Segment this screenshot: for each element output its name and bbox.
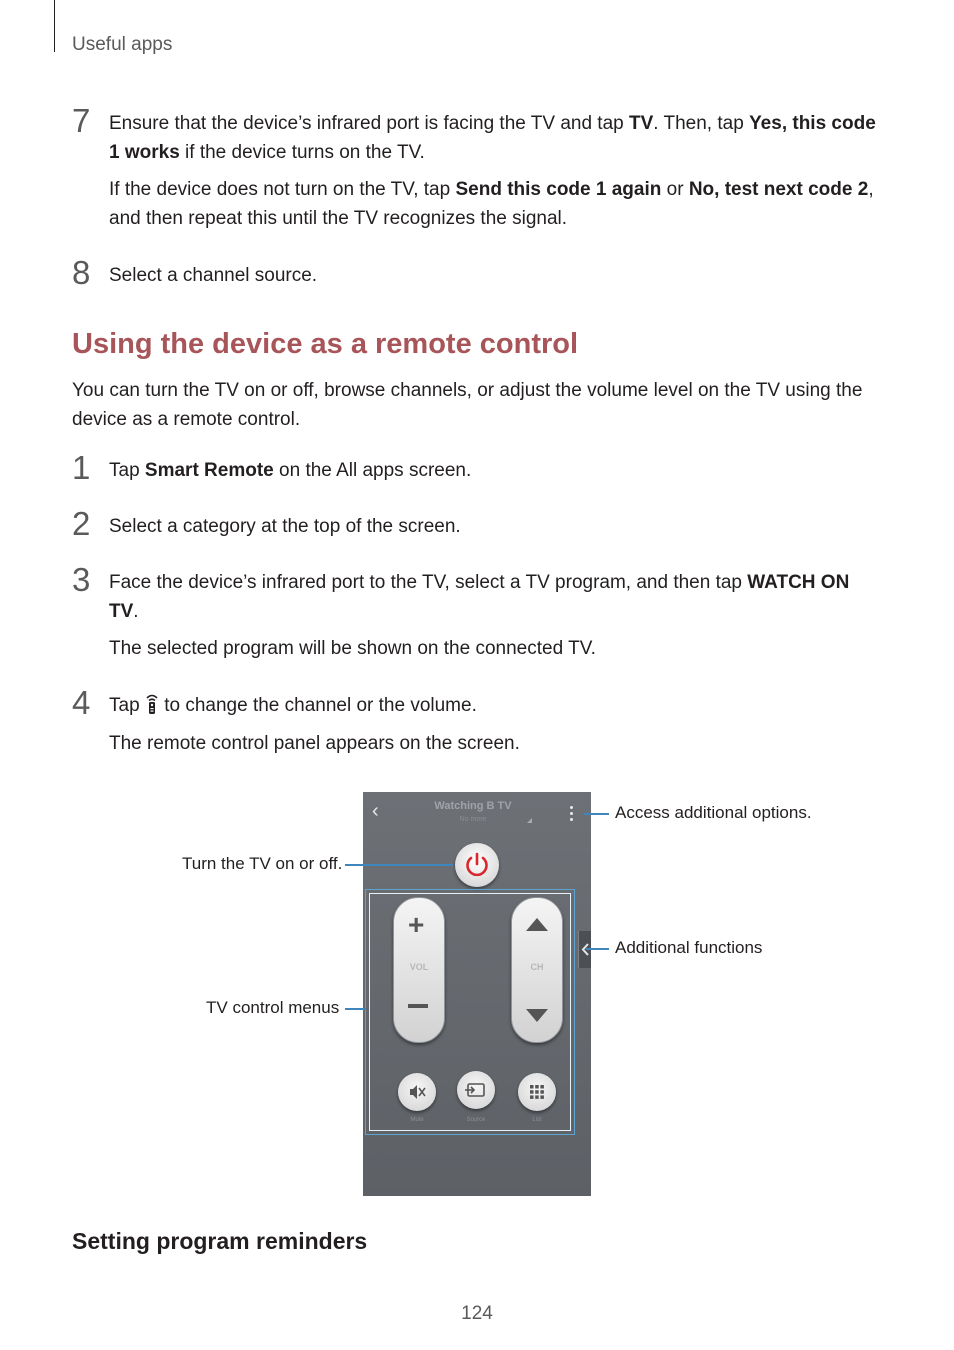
page-number: 124 bbox=[461, 1303, 493, 1324]
additional-functions-tab[interactable] bbox=[578, 931, 591, 968]
step-3-note: The selected program will be shown on the connected TV. bbox=[109, 638, 596, 659]
source-button[interactable] bbox=[457, 1071, 495, 1109]
volume-up-icon[interactable]: + bbox=[408, 909, 425, 940]
step-8-text: Select a channel source. bbox=[109, 265, 318, 286]
step-3-text: Face the device’s infrared port to the TV, select a TV program, and then tap WATCH ON TV. bbox=[109, 572, 850, 622]
step-2-text: Select a category at the top of the screen. bbox=[109, 516, 461, 537]
step-number: 8 bbox=[72, 254, 91, 291]
grid-icon bbox=[518, 1073, 556, 1111]
callout-menus: TV control menus bbox=[206, 998, 340, 1017]
back-icon[interactable]: ‹ bbox=[372, 800, 379, 822]
volume-down-icon[interactable] bbox=[408, 1004, 428, 1008]
section-intro: You can turn the TV on or off, browse channels, or adjust the volume level on the TV using the device as a remote control. bbox=[72, 380, 863, 430]
callout-power: Turn the TV on or off. bbox=[182, 854, 343, 873]
channel-list-button[interactable] bbox=[518, 1073, 556, 1111]
mute-button[interactable] bbox=[398, 1073, 436, 1111]
channel-label: CH bbox=[530, 962, 544, 972]
step-1-text: Tap Smart Remote on the All apps screen. bbox=[109, 460, 472, 481]
volume-label: VOL bbox=[409, 962, 429, 972]
more-options-icon[interactable] bbox=[570, 806, 574, 824]
header-rule bbox=[54, 0, 55, 52]
subsection-title: Setting program reminders bbox=[72, 1228, 368, 1254]
power-button[interactable] bbox=[455, 843, 499, 887]
step-number: 3 bbox=[72, 561, 91, 598]
running-header: Useful apps bbox=[72, 34, 173, 55]
phone-top-bar bbox=[363, 792, 591, 836]
callout-options: Access additional options. bbox=[615, 803, 812, 822]
step-number: 7 bbox=[72, 102, 91, 139]
volume-rocker[interactable] bbox=[393, 897, 445, 1043]
callout-functions: Additional functions bbox=[615, 938, 763, 957]
callout-line-power bbox=[345, 864, 453, 866]
step-1 bbox=[72, 449, 882, 486]
mute-label: Mute bbox=[410, 1117, 424, 1123]
step-4 bbox=[72, 684, 882, 767]
program-title: Watching B TV bbox=[434, 800, 512, 812]
section-title: Using the device as a remote control bbox=[72, 328, 579, 360]
channel-up-icon[interactable] bbox=[526, 918, 548, 931]
channel-rocker[interactable] bbox=[511, 897, 563, 1043]
step-2 bbox=[72, 505, 882, 542]
mute-icon bbox=[398, 1073, 436, 1111]
callout-line-options bbox=[584, 813, 609, 815]
chevron-left-icon bbox=[579, 931, 591, 968]
step-number: 2 bbox=[72, 505, 91, 542]
power-icon bbox=[455, 843, 499, 887]
step-number: 4 bbox=[72, 684, 91, 721]
step-7-paragraph-2: If the device does not turn on the TV, tap Send this code 1 again or No, test next code 2, and then repeat this until the TV recognizes the signal. bbox=[109, 179, 874, 229]
step-4-note: The remote control panel appears on the screen. bbox=[109, 732, 520, 754]
program-subtitle: No more bbox=[459, 816, 487, 823]
list-label: List bbox=[532, 1117, 542, 1123]
source-icon bbox=[457, 1071, 495, 1109]
step-number: 1 bbox=[72, 449, 91, 486]
callout-line-functions bbox=[586, 948, 609, 950]
step-8 bbox=[72, 254, 882, 291]
step-7 bbox=[72, 102, 882, 242]
source-label: Source bbox=[466, 1117, 486, 1123]
step-7-paragraph-1: Ensure that the device’s infrared port is facing the TV and tap TV. Then, tap Yes, this code 1 works if the device turns on the TV. bbox=[109, 113, 876, 163]
channel-down-icon[interactable] bbox=[526, 1009, 548, 1022]
dropdown-icon[interactable] bbox=[527, 818, 532, 823]
step-4-text: Tap to change the channel or the volume. bbox=[109, 695, 477, 716]
callout-line-menus bbox=[345, 1008, 366, 1010]
remote-control-screenshot bbox=[363, 792, 591, 1196]
remote-icon bbox=[145, 693, 159, 715]
step-3 bbox=[72, 561, 882, 673]
